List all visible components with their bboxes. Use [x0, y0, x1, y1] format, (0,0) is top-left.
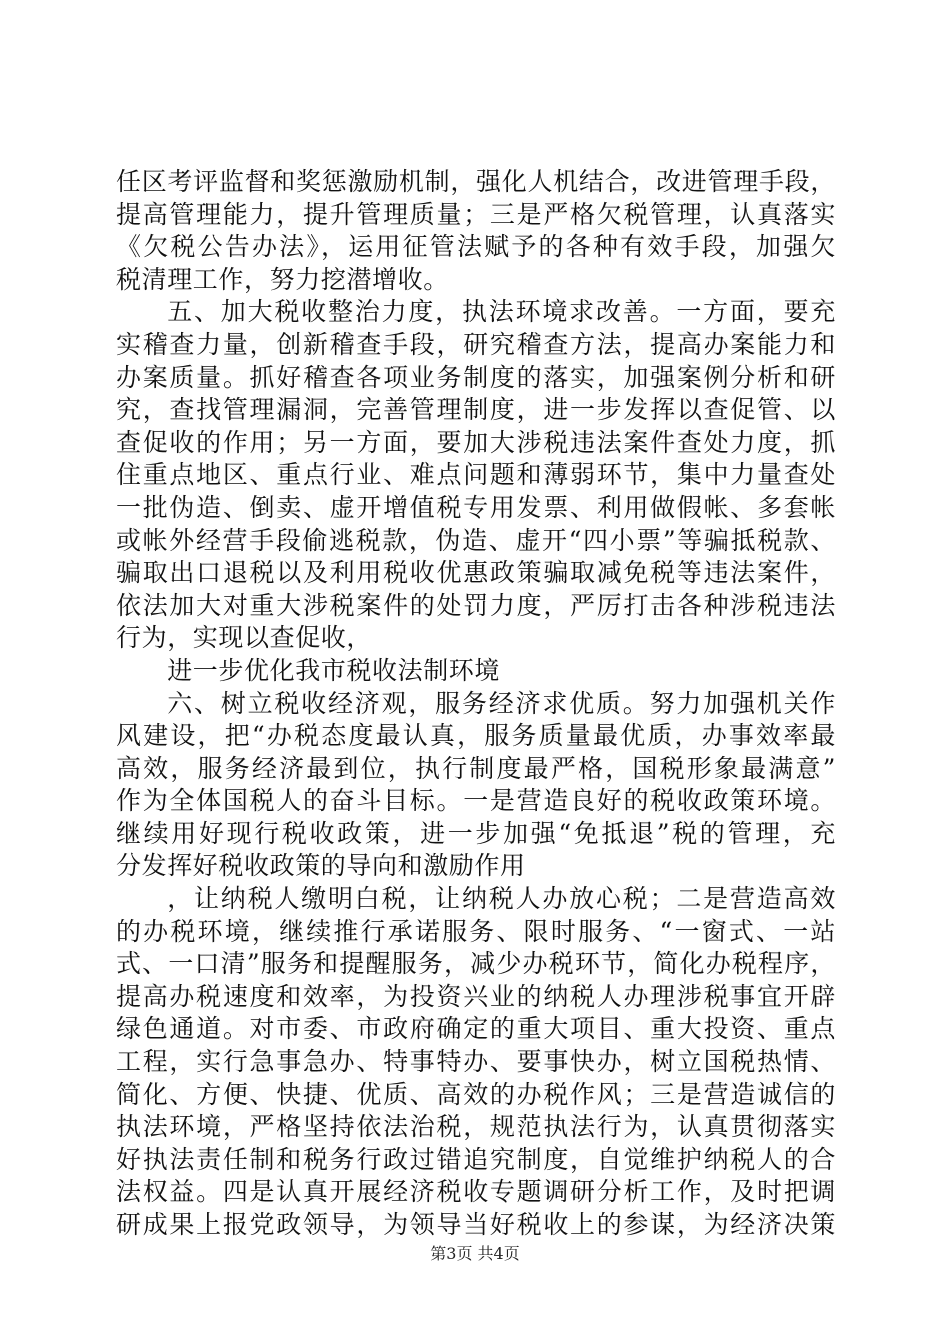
- text-line: 任区考评监督和奖惩激励机制，强化人机结合，改进管理手段，: [116, 167, 836, 196]
- text-line: 税清理工作，努力挖潜增收。: [116, 264, 449, 294]
- text-line: 研成果上报党政领导，为领导当好税收上的参谋，为经济决策: [116, 1210, 836, 1239]
- text-line: 式、一口清”服务和提醒服务，减少办税环节，简化办税程序，: [116, 949, 836, 979]
- text-line: 作为全体国税人的奋斗目标。一是营造良好的税收政策环境。: [116, 786, 836, 816]
- text-line: 或帐外经营手段偷逃税款，伪造、虚开“四小票”等骗抵税款、: [116, 525, 836, 555]
- text-line: 继续用好现行税收政策，进一步加强“免抵退”税的管理，充: [116, 818, 836, 848]
- text-line: 行为，实现以查促收，: [116, 623, 373, 653]
- text-line: ，让纳税人缴明白税，让纳税人办放心税；二是营造高效: [167, 884, 836, 914]
- text-line: 依法加大对重大涉税案件的处罚力度，严厉打击各种涉税违法: [116, 590, 836, 620]
- text-line: 五、加大税收整治力度，执法环境求改善。一方面，要充: [167, 297, 836, 327]
- page-footer: 第3页 共4页: [430, 1244, 520, 1263]
- text-line: 实稽查力量，创新稽查手段，研究稽查方法，提高办案能力和: [116, 329, 836, 359]
- text-line: 进一步优化我市税收法制环境: [167, 655, 500, 685]
- text-line: 简化、方便、快捷、优质、高效的办税作风；三是营造诚信的: [116, 1079, 836, 1109]
- text-line: 法权益。四是认真开展经济税收专题调研分析工作，及时把调: [116, 1177, 836, 1207]
- text-line: 《欠税公告办法》，运用征管法赋予的各种有效手段，加强欠: [116, 232, 836, 262]
- text-line: 办案质量。抓好稽查各项业务制度的落实，加强案例分析和研: [116, 362, 836, 392]
- text-line: 究，查找管理漏洞，完善管理制度，进一步发挥以查促管、以: [116, 395, 836, 425]
- text-line: 的办税环境，继续推行承诺服务、限时服务、“一窗式、一站: [116, 916, 836, 946]
- text-line: 执法环境，严格坚持依法治税，规范执法行为，认真贯彻落实: [116, 1112, 836, 1142]
- text-line: 查促收的作用；另一方面，要加大涉税违法案件查处力度，抓: [116, 427, 836, 457]
- text-line: 分发挥好税收政策的导向和激励作用: [116, 851, 526, 881]
- document-body: [116, 166, 836, 1242]
- text-line: 住重点地区、重点行业、难点问题和薄弱环节，集中力量查处: [116, 460, 836, 490]
- text-line: 骗取出口退税以及利用税收优惠政策骗取减免税等违法案件，: [116, 558, 836, 588]
- text-line: 六、树立税收经济观，服务经济求优质。努力加强机关作: [167, 688, 836, 718]
- text-line: 工程，实行急事急办、特事特办、要事快办，树立国税热情、: [116, 1047, 836, 1077]
- text-line: 好执法责任制和税务行政过错追究制度，自觉维护纳税人的合: [116, 1144, 836, 1174]
- text-line: 风建设，把“办税态度最认真，服务质量最优质，办事效率最: [116, 721, 836, 751]
- text-line: 提高管理能力，提升管理质量；三是严格欠税管理，认真落实: [116, 199, 836, 229]
- text-line: 绿色通道。对市委、市政府确定的重大项目、重大投资、重点: [116, 1014, 836, 1044]
- text-line: 高效，服务经济最到位，执行制度最严格，国税形象最满意”: [116, 753, 836, 783]
- text-line: 一批伪造、倒卖、虚开增值税专用发票、利用做假帐、多套帐: [116, 492, 836, 522]
- text-line: 提高办税速度和效率，为投资兴业的纳税人办理涉税事宜开辟: [116, 981, 836, 1011]
